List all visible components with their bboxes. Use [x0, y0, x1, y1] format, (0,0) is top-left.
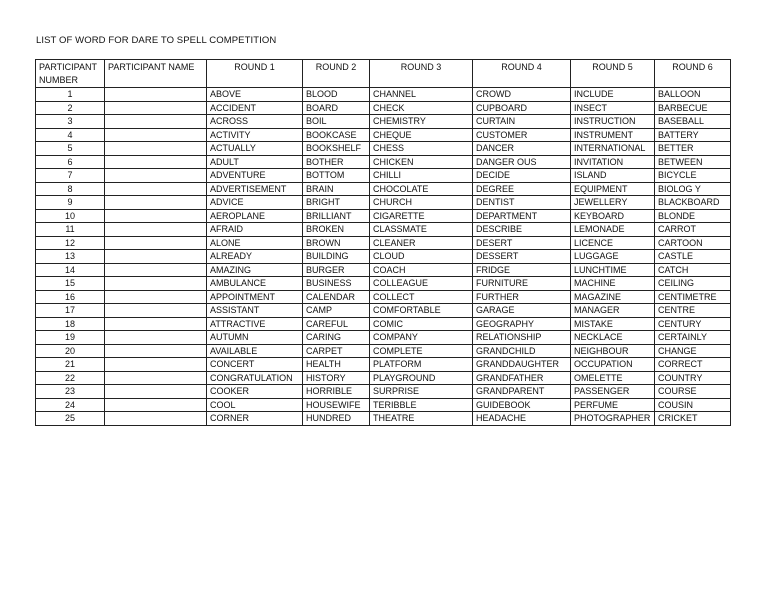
round-1-word-cell: AMAZING: [207, 263, 303, 277]
participant-name-cell: [105, 155, 207, 169]
round-4-word-cell: DANCER: [473, 142, 571, 156]
table-row: [36, 304, 731, 318]
round-3-word-cell: CHECK: [370, 101, 473, 115]
round-3-word-cell: CLASSMATE: [370, 223, 473, 237]
participant-name-cell: [105, 263, 207, 277]
round-3-word-cell: COLLEAGUE: [370, 277, 473, 291]
participant-name-cell: [105, 115, 207, 129]
round-2-word-cell: BROKEN: [303, 223, 370, 237]
participant-name-cell: [105, 182, 207, 196]
round-2-word-cell: BOIL: [303, 115, 370, 129]
participant-number-cell: 2: [36, 101, 105, 115]
table-row: [36, 142, 731, 156]
round-6-word-cell: CENTURY: [655, 317, 731, 331]
round-5-word-cell: PERFUME: [571, 398, 655, 412]
round-5-word-cell: MISTAKE: [571, 317, 655, 331]
round-4-word-cell: HEADACHE: [473, 412, 571, 426]
round-4-word-cell: DESSERT: [473, 250, 571, 264]
round-1-word-cell: COOKER: [207, 385, 303, 399]
round-5-word-cell: OMELETTE: [571, 371, 655, 385]
round-1-word-cell: ALONE: [207, 236, 303, 250]
participant-name-cell: [105, 371, 207, 385]
round-4-word-cell: DEPARTMENT: [473, 209, 571, 223]
round-2-word-cell: HISTORY: [303, 371, 370, 385]
participant-name-cell: [105, 142, 207, 156]
round-6-word-cell: COUNTRY: [655, 371, 731, 385]
participant-name-cell: [105, 331, 207, 345]
round-1-word-cell: ADVERTISEMENT: [207, 182, 303, 196]
round-2-word-cell: BOOKSHELF: [303, 142, 370, 156]
round-1-word-cell: ALREADY: [207, 250, 303, 264]
round-4-word-cell: RELATIONSHIP: [473, 331, 571, 345]
participant-name-cell: [105, 290, 207, 304]
participant-name-cell: [105, 344, 207, 358]
table-row: [36, 385, 731, 399]
participant-name-cell: [105, 277, 207, 291]
round-5-word-cell: PHOTOGRAPHER: [571, 412, 655, 426]
round-1-word-cell: ADVICE: [207, 196, 303, 210]
round-3-word-cell: CHOCOLATE: [370, 182, 473, 196]
round-5-word-cell: EQUIPMENT: [571, 182, 655, 196]
table-row: [36, 371, 731, 385]
round-2-word-cell: HORRIBLE: [303, 385, 370, 399]
participant-name-cell: [105, 169, 207, 183]
table-body: [36, 88, 731, 426]
round-2-word-cell: HOUSEWIFE: [303, 398, 370, 412]
round-6-word-cell: BASEBALL: [655, 115, 731, 129]
round-4-word-cell: DESCRIBE: [473, 223, 571, 237]
round-4-word-cell: GEOGRAPHY: [473, 317, 571, 331]
round-3-word-cell: CHICKEN: [370, 155, 473, 169]
round-1-word-cell: ABOVE: [207, 88, 303, 102]
round-4-word-cell: DEGREE: [473, 182, 571, 196]
round-3-word-cell: CHESS: [370, 142, 473, 156]
table-row: [36, 263, 731, 277]
round-1-word-cell: ADULT: [207, 155, 303, 169]
round-5-word-cell: MAGAZINE: [571, 290, 655, 304]
participant-name-cell: [105, 128, 207, 142]
round-1-word-cell: ACCIDENT: [207, 101, 303, 115]
participant-number-cell: 5: [36, 142, 105, 156]
participant-name-cell: [105, 250, 207, 264]
table-row: [36, 101, 731, 115]
table-row: [36, 277, 731, 291]
round-5-word-cell: JEWELLERY: [571, 196, 655, 210]
round-1-word-cell: AFRAID: [207, 223, 303, 237]
round-2-word-cell: BRILLIANT: [303, 209, 370, 223]
round-5-word-cell: INCLUDE: [571, 88, 655, 102]
participant-number-cell: 22: [36, 371, 105, 385]
round-5-word-cell: LICENCE: [571, 236, 655, 250]
round-4-word-cell: CURTAIN: [473, 115, 571, 129]
round-4-word-cell: FRIDGE: [473, 263, 571, 277]
round-4-word-cell: GARAGE: [473, 304, 571, 318]
round-3-word-cell: CHEQUE: [370, 128, 473, 142]
round-6-word-cell: CATCH: [655, 263, 731, 277]
word-list-table: [35, 59, 731, 426]
round-1-word-cell: AUTUMN: [207, 331, 303, 345]
round-6-word-cell: BETTER: [655, 142, 731, 156]
round-2-word-cell: BRIGHT: [303, 196, 370, 210]
round-1-word-cell: COOL: [207, 398, 303, 412]
round-6-word-cell: CENTIMETRE: [655, 290, 731, 304]
document-title: LIST OF WORD FOR DARE TO SPELL COMPETITION: [36, 35, 277, 46]
table-row: [36, 331, 731, 345]
round-1-word-cell: CONCERT: [207, 358, 303, 372]
header-round-4: ROUND 4: [473, 60, 571, 88]
round-1-word-cell: ATTRACTIVE: [207, 317, 303, 331]
participant-number-cell: 25: [36, 412, 105, 426]
participant-number-cell: 12: [36, 236, 105, 250]
participant-name-cell: [105, 209, 207, 223]
round-5-word-cell: INSTRUCTION: [571, 115, 655, 129]
round-6-word-cell: BALLOON: [655, 88, 731, 102]
participant-name-cell: [105, 236, 207, 250]
round-3-word-cell: TERIBBLE: [370, 398, 473, 412]
table-row: [36, 169, 731, 183]
round-4-word-cell: DESERT: [473, 236, 571, 250]
round-6-word-cell: COURSE: [655, 385, 731, 399]
round-1-word-cell: ACTUALLY: [207, 142, 303, 156]
round-1-word-cell: ACTIVITY: [207, 128, 303, 142]
round-2-word-cell: BURGER: [303, 263, 370, 277]
participant-number-cell: 19: [36, 331, 105, 345]
round-3-word-cell: CHEMISTRY: [370, 115, 473, 129]
header-round-6: ROUND 6: [655, 60, 731, 88]
table-row: [36, 398, 731, 412]
round-5-word-cell: MACHINE: [571, 277, 655, 291]
round-3-word-cell: COLLECT: [370, 290, 473, 304]
round-4-word-cell: DENTIST: [473, 196, 571, 210]
round-1-word-cell: CORNER: [207, 412, 303, 426]
header-round-3: ROUND 3: [370, 60, 473, 88]
table-row: [36, 128, 731, 142]
header-round-1: ROUND 1: [207, 60, 303, 88]
round-3-word-cell: COACH: [370, 263, 473, 277]
round-3-word-cell: CHANNEL: [370, 88, 473, 102]
participant-number-cell: 9: [36, 196, 105, 210]
round-3-word-cell: PLATFORM: [370, 358, 473, 372]
round-6-word-cell: CENTRE: [655, 304, 731, 318]
round-6-word-cell: CARROT: [655, 223, 731, 237]
participant-name-cell: [105, 385, 207, 399]
round-1-word-cell: AMBULANCE: [207, 277, 303, 291]
round-4-word-cell: CROWD: [473, 88, 571, 102]
table-row: [36, 155, 731, 169]
participant-number-cell: 20: [36, 344, 105, 358]
round-1-word-cell: CONGRATULATION: [207, 371, 303, 385]
table-row: [36, 88, 731, 102]
round-6-word-cell: CASTLE: [655, 250, 731, 264]
round-2-word-cell: CARPET: [303, 344, 370, 358]
round-4-word-cell: FURNITURE: [473, 277, 571, 291]
table-row: [36, 236, 731, 250]
round-2-word-cell: BOTTOM: [303, 169, 370, 183]
table-row: [36, 317, 731, 331]
header-round-2: ROUND 2: [303, 60, 370, 88]
round-4-word-cell: DANGER OUS: [473, 155, 571, 169]
round-5-word-cell: MANAGER: [571, 304, 655, 318]
header-participant-number: PARTICIPANT NUMBER: [36, 60, 105, 88]
participant-number-cell: 18: [36, 317, 105, 331]
participant-number-cell: 13: [36, 250, 105, 264]
round-6-word-cell: CORRECT: [655, 358, 731, 372]
participant-name-cell: [105, 304, 207, 318]
participant-name-cell: [105, 223, 207, 237]
round-4-word-cell: GRANDFATHER: [473, 371, 571, 385]
participant-number-cell: 7: [36, 169, 105, 183]
table-row: [36, 344, 731, 358]
round-4-word-cell: GRANDDAUGHTER: [473, 358, 571, 372]
round-6-word-cell: BARBECUE: [655, 101, 731, 115]
round-4-word-cell: CUPBOARD: [473, 101, 571, 115]
round-3-word-cell: PLAYGROUND: [370, 371, 473, 385]
participant-name-cell: [105, 88, 207, 102]
round-2-word-cell: BUSINESS: [303, 277, 370, 291]
participant-name-cell: [105, 101, 207, 115]
participant-name-cell: [105, 358, 207, 372]
round-4-word-cell: DECIDE: [473, 169, 571, 183]
round-3-word-cell: COMIC: [370, 317, 473, 331]
header-participant-name: PARTICIPANT NAME: [105, 60, 207, 88]
round-6-word-cell: BATTERY: [655, 128, 731, 142]
participant-number-cell: 23: [36, 385, 105, 399]
participant-name-cell: [105, 317, 207, 331]
table-row: [36, 250, 731, 264]
round-6-word-cell: CHANGE: [655, 344, 731, 358]
round-6-word-cell: BICYCLE: [655, 169, 731, 183]
round-5-word-cell: PASSENGER: [571, 385, 655, 399]
round-1-word-cell: AEROPLANE: [207, 209, 303, 223]
round-3-word-cell: SURPRISE: [370, 385, 473, 399]
round-2-word-cell: HUNDRED: [303, 412, 370, 426]
round-3-word-cell: CLOUD: [370, 250, 473, 264]
round-5-word-cell: INTERNATIONAL: [571, 142, 655, 156]
round-5-word-cell: ISLAND: [571, 169, 655, 183]
participant-number-cell: 1: [36, 88, 105, 102]
table-row: [36, 182, 731, 196]
table-row: [36, 290, 731, 304]
round-5-word-cell: LEMONADE: [571, 223, 655, 237]
round-6-word-cell: CERTAINLY: [655, 331, 731, 345]
participant-number-cell: 15: [36, 277, 105, 291]
round-4-word-cell: GUIDEBOOK: [473, 398, 571, 412]
round-3-word-cell: CHURCH: [370, 196, 473, 210]
round-2-word-cell: BUILDING: [303, 250, 370, 264]
round-2-word-cell: CAMP: [303, 304, 370, 318]
round-4-word-cell: GRANDPARENT: [473, 385, 571, 399]
round-5-word-cell: OCCUPATION: [571, 358, 655, 372]
participant-name-cell: [105, 196, 207, 210]
participant-number-cell: 24: [36, 398, 105, 412]
table-row: [36, 412, 731, 426]
participant-number-cell: 11: [36, 223, 105, 237]
round-2-word-cell: HEALTH: [303, 358, 370, 372]
table-row: [36, 196, 731, 210]
round-1-word-cell: ACROSS: [207, 115, 303, 129]
round-2-word-cell: BRAIN: [303, 182, 370, 196]
round-3-word-cell: COMFORTABLE: [370, 304, 473, 318]
round-6-word-cell: CARTOON: [655, 236, 731, 250]
header-row: [36, 60, 731, 88]
participant-name-cell: [105, 412, 207, 426]
round-4-word-cell: GRANDCHILD: [473, 344, 571, 358]
round-6-word-cell: BLONDE: [655, 209, 731, 223]
round-1-word-cell: AVAILABLE: [207, 344, 303, 358]
participant-number-cell: 14: [36, 263, 105, 277]
round-2-word-cell: CALENDAR: [303, 290, 370, 304]
round-2-word-cell: BOTHER: [303, 155, 370, 169]
round-6-word-cell: COUSIN: [655, 398, 731, 412]
round-6-word-cell: CRICKET: [655, 412, 731, 426]
table-row: [36, 358, 731, 372]
round-4-word-cell: CUSTOMER: [473, 128, 571, 142]
round-5-word-cell: LUNCHTIME: [571, 263, 655, 277]
round-6-word-cell: BIOLOG Y: [655, 182, 731, 196]
round-5-word-cell: NEIGHBOUR: [571, 344, 655, 358]
round-3-word-cell: COMPLETE: [370, 344, 473, 358]
round-5-word-cell: LUGGAGE: [571, 250, 655, 264]
round-2-word-cell: CAREFUL: [303, 317, 370, 331]
participant-number-cell: 16: [36, 290, 105, 304]
round-2-word-cell: BLOOD: [303, 88, 370, 102]
round-2-word-cell: CARING: [303, 331, 370, 345]
round-2-word-cell: BOARD: [303, 101, 370, 115]
round-6-word-cell: BETWEEN: [655, 155, 731, 169]
round-2-word-cell: BROWN: [303, 236, 370, 250]
round-5-word-cell: INSTRUMENT: [571, 128, 655, 142]
table-row: [36, 209, 731, 223]
round-3-word-cell: CIGARETTE: [370, 209, 473, 223]
round-5-word-cell: INVITATION: [571, 155, 655, 169]
participant-number-cell: 21: [36, 358, 105, 372]
round-3-word-cell: COMPANY: [370, 331, 473, 345]
header-round-5: ROUND 5: [571, 60, 655, 88]
round-3-word-cell: CLEANER: [370, 236, 473, 250]
round-3-word-cell: THEATRE: [370, 412, 473, 426]
table-row: [36, 223, 731, 237]
round-3-word-cell: CHILLI: [370, 169, 473, 183]
participant-number-cell: 10: [36, 209, 105, 223]
round-1-word-cell: APPOINTMENT: [207, 290, 303, 304]
round-1-word-cell: ADVENTURE: [207, 169, 303, 183]
table-row: [36, 115, 731, 129]
participant-number-cell: 4: [36, 128, 105, 142]
participant-number-cell: 17: [36, 304, 105, 318]
round-5-word-cell: KEYBOARD: [571, 209, 655, 223]
round-4-word-cell: FURTHER: [473, 290, 571, 304]
round-2-word-cell: BOOKCASE: [303, 128, 370, 142]
participant-number-cell: 8: [36, 182, 105, 196]
participant-number-cell: 3: [36, 115, 105, 129]
round-5-word-cell: NECKLACE: [571, 331, 655, 345]
participant-number-cell: 6: [36, 155, 105, 169]
round-6-word-cell: BLACKBOARD: [655, 196, 731, 210]
round-1-word-cell: ASSISTANT: [207, 304, 303, 318]
round-6-word-cell: CEILING: [655, 277, 731, 291]
participant-name-cell: [105, 398, 207, 412]
round-5-word-cell: INSECT: [571, 101, 655, 115]
